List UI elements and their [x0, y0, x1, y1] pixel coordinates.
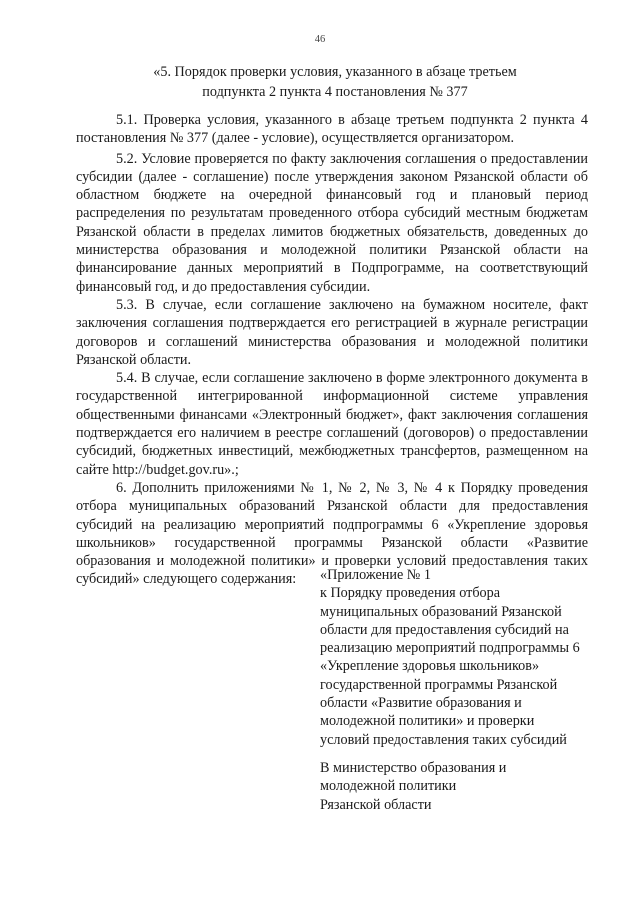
appendix-line: области «Развитие образования и [320, 695, 522, 712]
appendix-header [320, 566, 620, 749]
section-heading-line-2: подпункта 2 пункта 4 постановления № 377 [202, 84, 468, 100]
body-text [76, 111, 588, 589]
appendix-title: «Приложение № 1 [320, 567, 431, 583]
recipient-line: В министерство образования и [320, 760, 507, 776]
recipient-line: Рязанской области [320, 796, 432, 813]
recipient-block [320, 759, 620, 814]
appendix-line: области для предоставления субсидий на [320, 621, 569, 638]
appendix-line: муниципальных образований Рязанской [320, 603, 562, 620]
paragraph-6: 6. Дополнить приложениями № 1, № 2, № 3, № 4 к Порядку проведения отбора муниципальных образований Рязанской области для предоставления субсидий на реализацию мероприятий подпрограммы 6 «Укрепление здоровья школьников» государственной программы Рязанской области «Развитие образования и молодежной политики» и проверки условий предоставления таких субсидий» следующего содержания: [76, 479, 588, 588]
paragraph-5-4: 5.4. В случае, если соглашение заключено в форме электронного документа в государственной интегрированной информационной системе управления общественными финансами «Электронный бюджет», факт заключения соглашения подтверждается его наличием в реестре соглашений (договоров) о предоставлении субсидий, бюджетных инвестиций, межбюджетных трансфертов, размещенном на сайте http://budget.gov.ru».; [76, 370, 588, 478]
appendix-line: молодежной политики» и проверки [320, 713, 535, 730]
recipient-line: молодежной политики [320, 778, 457, 795]
page-number: 46 [314, 34, 326, 45]
appendix-line: государственной программы Рязанской [320, 676, 558, 693]
section-heading [100, 62, 570, 102]
paragraph-5-3: 5.3. В случае, если соглашение заключено на бумажном носителе, факт заключения соглашения подтверждается его регистрацией в журнале регистрации договоров и соглашений министерства образования и молодежной политики Рязанской области. [76, 296, 588, 368]
paragraph-5-1: 5.1. Проверка условия, указанного в абзаце третьем подпункта 2 пункта 4 постановления № 377 (далее - условие), осуществляется организатором. [76, 112, 588, 147]
appendix-line: реализацию мероприятий подпрограммы 6 [320, 640, 580, 657]
appendix-line: к Порядку проведения отбора [320, 585, 501, 602]
section-heading-line-1: «5. Порядок проверки условия, указанного в абзаце третьем [153, 64, 517, 80]
paragraph-5-2: 5.2. Условие проверяется по факту заключения соглашения о предоставлении субсидии (далее - соглашение) после утверждения законом Рязанской области об областном бюджете на очередной финансовый год и плановый период распределения по результатам проведенного отбора субсидий местным бюджетам Рязанской области в пределах лимитов бюджетных обязательств, доведенных до министерства образования и молодежной политики Рязанской области на финансирование данных мероприятий в Подпрограмме, на соответствующий финансовый год, и до предоставления субсидии. [76, 150, 588, 295]
appendix-line: «Укрепление здоровья школьников» [320, 658, 540, 675]
appendix-line: условий предоставления таких субсидий [320, 731, 567, 748]
